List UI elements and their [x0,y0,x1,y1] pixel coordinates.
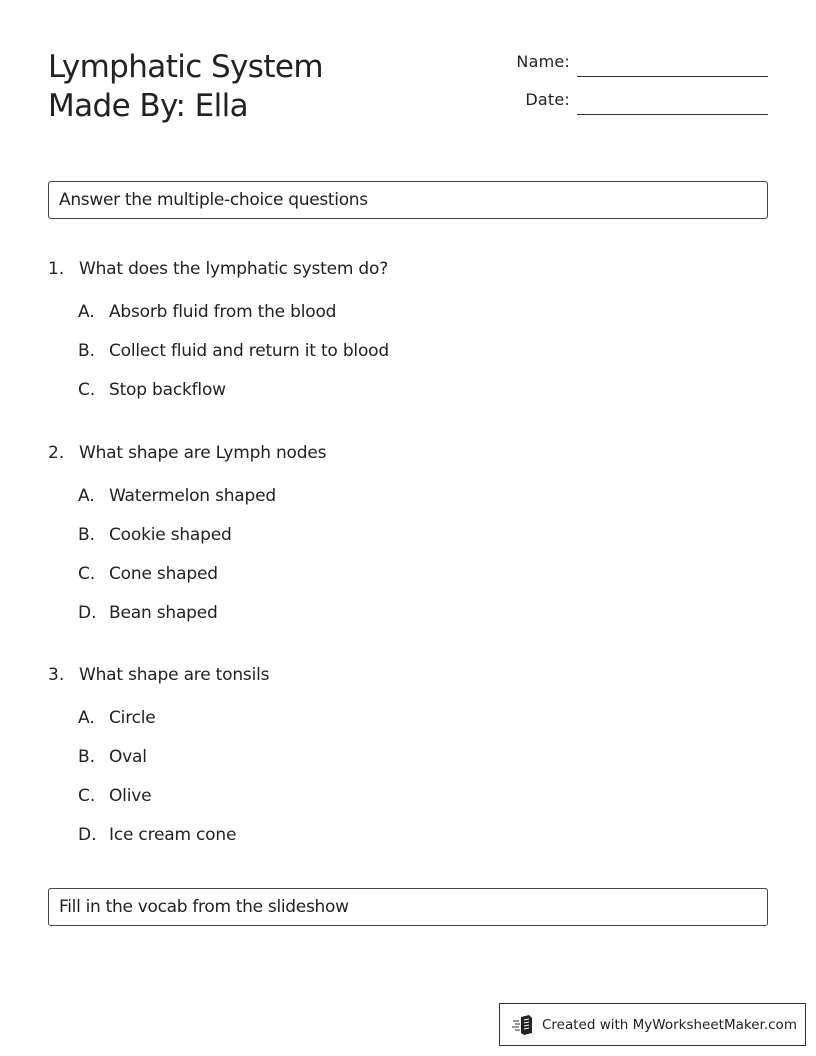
option-d [48,823,768,862]
option-letter: C. [78,786,96,806]
question-number: 2. [48,443,65,463]
option-b [48,745,768,784]
option-text: Olive [109,786,152,806]
option-text: Absorb fluid from the blood [109,302,337,322]
question-text: What shape are Lymph nodes [79,443,327,463]
question-header [48,441,768,465]
question-header [48,663,768,687]
option-letter: B. [78,525,96,545]
question-header [48,257,768,281]
option-b [48,523,768,562]
option-text: Oval [109,747,147,767]
option-list [48,300,768,417]
question-text: What does the lymphatic system do? [79,259,389,279]
option-letter: B. [78,747,96,767]
name-blank-line [577,76,768,77]
option-letter: A. [78,302,95,322]
option-letter: C. [78,380,96,400]
option-letter: C. [78,564,96,584]
date-field [490,88,770,126]
option-text: Stop backflow [109,380,226,400]
date-blank-line [577,114,768,115]
option-list [48,484,768,640]
option-a [48,484,768,523]
header-fields [490,50,770,126]
option-letter: A. [78,486,95,506]
worksheet-title [48,48,323,126]
option-c [48,378,768,417]
question-number: 1. [48,259,65,279]
option-text: Watermelon shaped [109,486,276,506]
option-a [48,706,768,745]
option-d [48,601,768,640]
question-3 [48,663,768,862]
option-letter: A. [78,708,95,728]
worksheet-maker-logo-icon [512,1014,536,1036]
question-2 [48,441,768,640]
option-letter: D. [78,825,97,845]
option-a [48,300,768,339]
title-line-1: Lymphatic System [48,49,323,85]
name-label: Name: [516,52,570,71]
option-letter: D. [78,603,97,623]
option-c [48,784,768,823]
option-letter: B. [78,341,96,361]
created-with-text: Created with MyWorksheetMaker.com [542,1016,797,1033]
created-with-badge[interactable] [499,1003,806,1046]
option-text: Cookie shaped [109,525,232,545]
option-text: Collect fluid and return it to blood [109,341,389,361]
option-list [48,706,768,862]
option-text: Bean shaped [109,603,218,623]
date-label: Date: [525,90,570,109]
option-text: Ice cream cone [109,825,237,845]
title-line-2: Made By: Ella [48,88,249,124]
option-b [48,339,768,378]
question-text: What shape are tonsils [79,665,270,685]
option-text: Cone shaped [109,564,218,584]
option-c [48,562,768,601]
instruction-box-vocab: Fill in the vocab from the slideshow [48,888,768,926]
question-number: 3. [48,665,65,685]
instruction-box-multiple-choice: Answer the multiple-choice questions [48,181,768,219]
question-1 [48,257,768,417]
option-text: Circle [109,708,156,728]
name-field [490,50,770,88]
